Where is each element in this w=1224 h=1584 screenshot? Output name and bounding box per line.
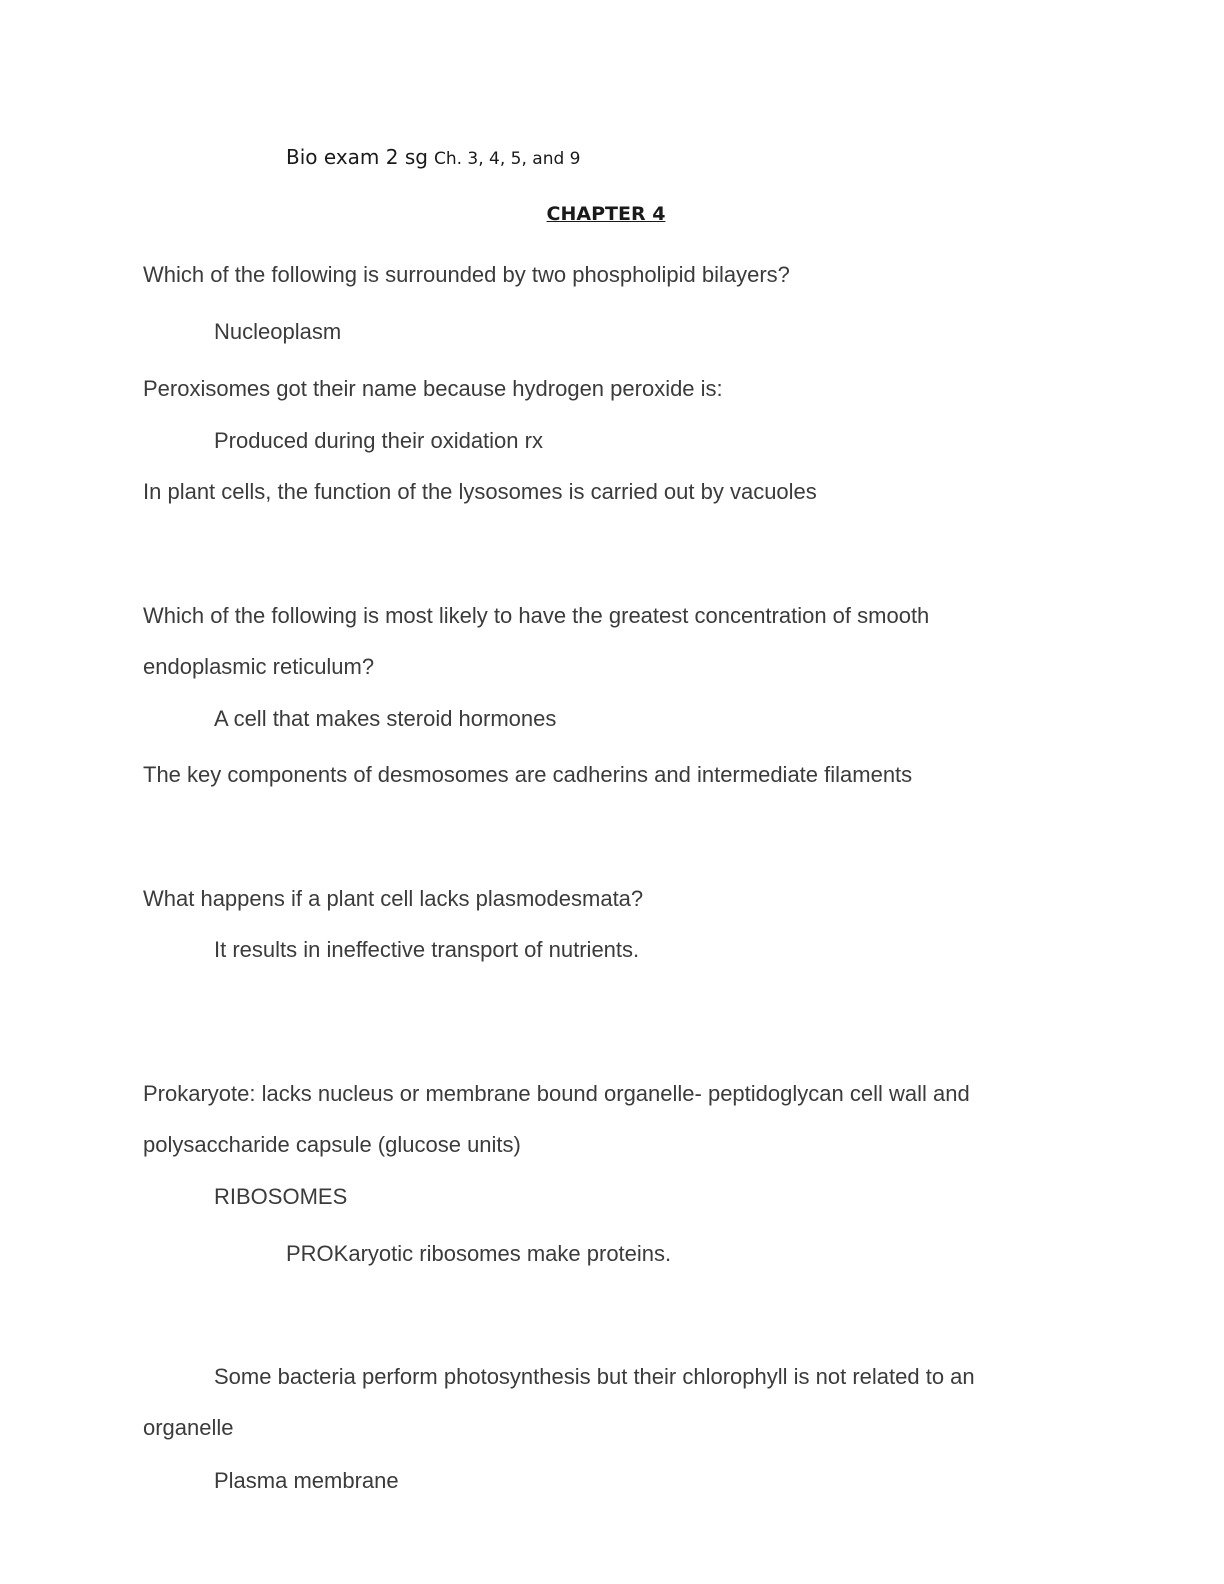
section-title: CHAPTER 4 <box>546 203 666 225</box>
statement-line: Prokaryote: lacks nucleus or membrane bound organelle- peptidoglycan cell wall and <box>143 1081 970 1106</box>
question-line: What happens if a plant cell lacks plasmodesmata? <box>143 886 644 911</box>
answer-line: Nucleoplasm <box>214 319 342 344</box>
subheading-line: RIBOSOMES <box>214 1184 348 1209</box>
header-chapters: Ch. 3, 4, 5, and 9 <box>433 149 581 169</box>
question-line: Peroxisomes got their name because hydrogen peroxide is: <box>143 376 723 401</box>
answer-line: Produced during their oxidation rx <box>214 428 543 453</box>
statement-line-continued: polysaccharide capsule (glucose units) <box>143 1132 521 1157</box>
answer-line: It results in ineffective transport of nutrients. <box>214 937 640 962</box>
statement-line: In plant cells, the function of the lysosomes is carried out by vacuoles <box>143 479 817 504</box>
question-line: Which of the following is most likely to have the greatest concentration of smooth <box>143 603 930 628</box>
question-line-continued: endoplasmic reticulum? <box>143 654 375 679</box>
note-line: PROKaryotic ribosomes make proteins. <box>286 1241 672 1266</box>
statement-line: Some bacteria perform photosynthesis but their chlorophyll is not related to an <box>214 1364 975 1389</box>
answer-line: Plasma membrane <box>214 1468 399 1493</box>
header-title: Bio exam 2 sg <box>286 145 428 169</box>
statement-line: The key components of desmosomes are cadherins and intermediate filaments <box>143 762 913 787</box>
document-header <box>286 145 580 169</box>
question-line: Which of the following is surrounded by two phospholipid bilayers? <box>143 262 790 287</box>
statement-line-continued: organelle <box>143 1415 234 1440</box>
answer-line: A cell that makes steroid hormones <box>214 706 557 731</box>
